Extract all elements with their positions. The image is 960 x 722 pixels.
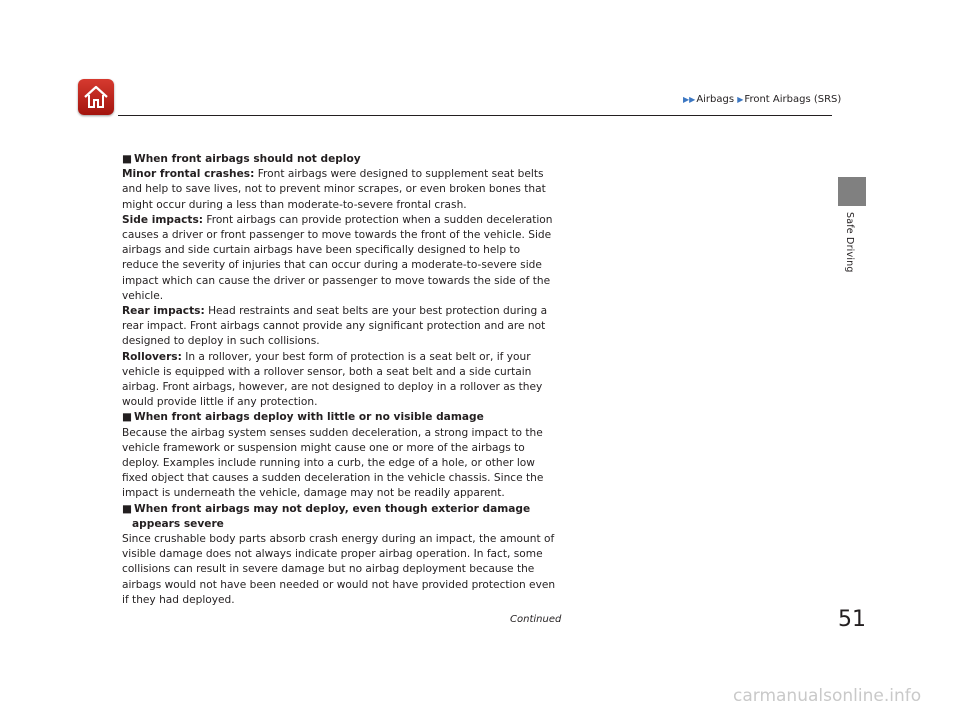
term-label: Minor frontal crashes: xyxy=(122,168,255,181)
breadcrumb xyxy=(683,94,841,105)
paragraph: Minor frontal crashes: Front airbags were designed to supplement seat belts and help to save lives, not to prevent minor scrapes, or even broken bones that might occur during a less than moderate-to-severe frontal crash. xyxy=(122,168,546,211)
page-number: 51 xyxy=(838,607,866,632)
header-divider xyxy=(118,115,832,116)
home-icon xyxy=(82,83,110,111)
paragraph: Because the airbag system senses sudden deceleration, a strong impact to the vehicle framework or suspension might cause one or more of the airbags to deploy. Examples include running into a curb, the edge of a hole, or other low fixed object that causes a sudden deceleration in the vehicle chassis. Since the impact is underneath the vehicle, damage may not be readily apparent. xyxy=(122,426,544,500)
paragraph: Since crushable body parts absorb crash energy during an impact, the amount of visible damage does not always indicate proper airbag operation. In fact, some collisions can result in severe damage but no airbag deployment because the airbags would not have been needed or would not have provided protection even if they had deployed. xyxy=(122,533,556,606)
section-heading: ■ When front airbags deploy with little or no visible damage xyxy=(122,411,484,424)
section-tab-label: Safe Driving xyxy=(844,212,855,273)
paragraph: Rollovers: In a rollover, your best form of protection is a seat belt or, if your vehicle is equipped with a rollover sensor, both a seat belt and a side curtain airbag. Front airbags, however, are not designed to deploy in a rollover as they would provide little if any protection. xyxy=(122,350,543,409)
section-heading-continued: appears severe xyxy=(132,517,224,530)
term-label: Rear impacts: xyxy=(122,305,205,318)
watermark: carmanualsonline.info xyxy=(733,686,922,706)
body-text xyxy=(122,152,558,608)
continued-label: Continued xyxy=(510,614,562,625)
breadcrumb-item-airbags[interactable]: Airbags xyxy=(696,94,735,105)
term-label: Side impacts: xyxy=(122,213,204,226)
home-button[interactable] xyxy=(78,79,114,115)
arrow-right-icon: ▶▶ xyxy=(683,95,696,104)
section-heading: ■ When front airbags may not deploy, even though exterior damage xyxy=(122,502,531,515)
breadcrumb-item-front-airbags[interactable]: Front Airbags (SRS) xyxy=(744,94,842,105)
term-label: Rollovers: xyxy=(122,350,182,363)
square-bullet-icon: ■ xyxy=(122,411,133,424)
paragraph: Rear impacts: Head restraints and seat belts are your best protection during a rear impact. Front airbags cannot provide any significant protection and are not designed to deploy in such collisions. xyxy=(122,305,548,348)
square-bullet-icon: ■ xyxy=(122,502,133,515)
paragraph: Side impacts: Front airbags can provide protection when a sudden deceleration causes a driver or front passenger to move towards the front of the vehicle. Side airbags and side curtain airbags have been specifically designed to help to reduce the severity of injuries that can occur during a moderate-to-severe side impact which can cause the driver or passenger to move towards the side of the vehicle. xyxy=(122,213,553,302)
arrow-right-icon: ▶ xyxy=(737,95,744,104)
section-heading: ■ When front airbags should not deploy xyxy=(122,153,361,165)
section-tab[interactable] xyxy=(838,177,866,206)
square-bullet-icon: ■ xyxy=(122,153,133,165)
